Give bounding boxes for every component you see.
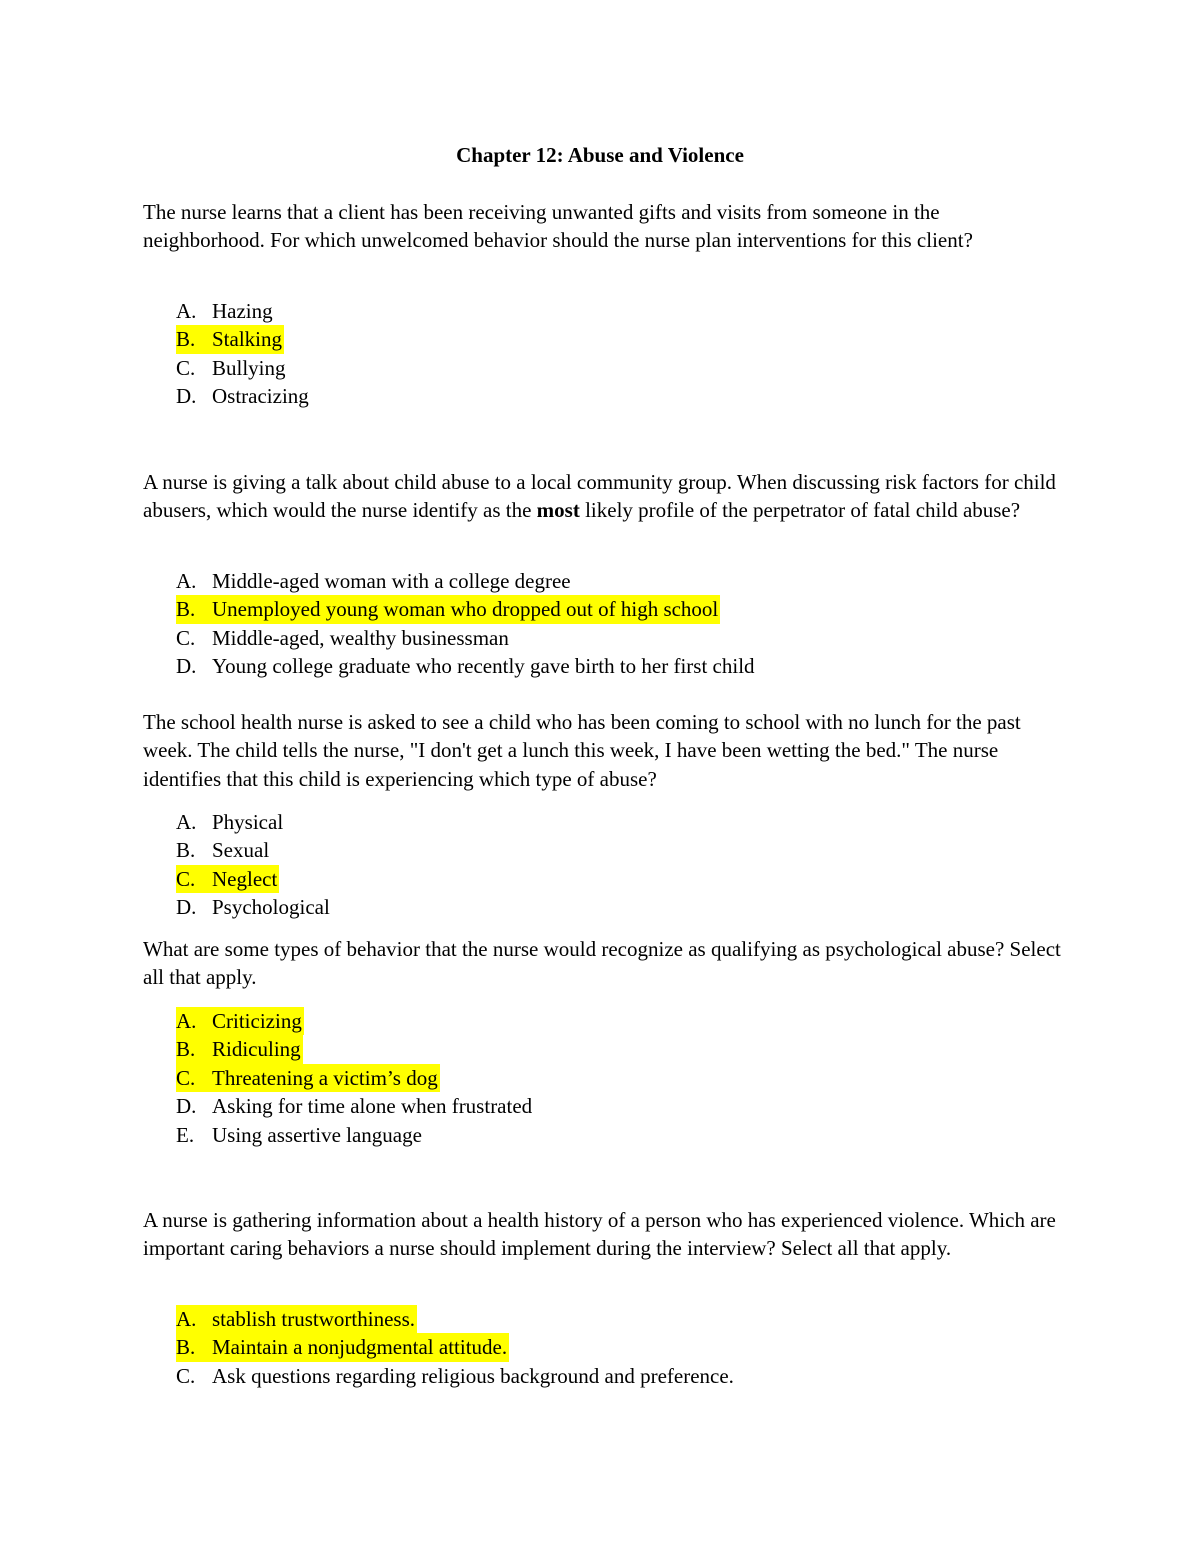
option-item-highlighted [176,1333,734,1361]
option-item [176,652,755,680]
question-stem-text: The school health nurse is asked to see a child who has been coming to school with no lunch for the past week. The child tells the nurse, "I don't get a lunch this week, I have been wetting the bed." The nurse identifies that this child is experiencing which type of abuse? [143,710,1021,791]
option-item-highlighted [176,595,755,623]
option-item [176,836,330,864]
option-text: stablish trustworthiness. [212,1307,415,1331]
question-5-options [176,1305,734,1390]
question-2-stem [143,468,1063,525]
question-1-options [176,297,309,411]
option-text: Criticizing [212,1009,302,1033]
option-letter: B. [176,597,196,622]
option-letter: C. [176,1065,196,1090]
option-item [176,1092,532,1120]
question-5-stem [143,1206,1063,1263]
option-letter: D. [176,654,197,679]
option-item [176,1362,734,1390]
option-letter: A. [176,1009,197,1033]
option-item-highlighted [176,1035,532,1063]
option-letter: A. [176,299,197,323]
option-item-highlighted [176,1064,532,1092]
option-letter: B. [176,1335,196,1360]
option-letter: E. [176,1122,195,1147]
option-item-highlighted [176,1007,532,1035]
option-text: Bullying [212,355,286,380]
option-letter: B. [176,1037,196,1062]
option-text: Physical [212,810,284,834]
option-text: Young college graduate who recently gave birth to her first child [212,654,755,679]
option-letter: C. [176,866,196,891]
question-3-options [176,808,330,922]
option-text: Ask questions regarding religious background and preference. [212,1363,734,1388]
question-4-options [176,1007,532,1149]
option-item [176,354,309,382]
option-text: Hazing [212,299,273,323]
question-stem-text: What are some types of behavior that the nurse would recognize as qualifying as psychological abuse? Select all that apply. [143,937,1061,990]
option-letter: B. [176,327,196,352]
option-text: Neglect [212,866,278,891]
option-text: Using assertive language [212,1122,422,1147]
option-item [176,297,309,325]
option-item [176,1121,532,1149]
question-stem-text: The nurse learns that a client has been receiving unwanted gifts and visits from someone in the neighborhood. For which unwelcomed behavior should the nurse plan interventions for this client? [143,200,973,253]
question-3-stem [143,708,1063,793]
page-title: Chapter 12: Abuse and Violence [456,143,744,167]
option-text: Psychological [212,895,330,920]
option-letter: A. [176,1307,197,1331]
option-letter: C. [176,625,196,650]
question-stem-text: A nurse is giving a talk about child abuse to a local community group. When discussing risk factors for child abusers, which would the nurse identify as the [143,470,1056,523]
option-letter: C. [176,1363,196,1388]
option-letter: A. [176,810,197,834]
option-letter: D. [176,1094,197,1119]
option-text: Middle-aged woman with a college degree [212,569,571,593]
option-text: Unemployed young woman who dropped out of high school [212,597,719,622]
option-letter: D. [176,895,197,920]
option-letter: C. [176,355,196,380]
question-stem-text: A nurse is gathering information about a health history of a person who has experienced violence. Which are important caring behaviors a nurse should implement during the interview? Select all that apply. [143,1208,1056,1261]
option-letter: A. [176,569,197,593]
emphasis-text: most [536,498,580,523]
option-item [176,567,755,595]
option-text: Maintain a nonjudgmental attitude. [212,1335,508,1360]
question-2-options [176,567,755,681]
option-text: Threatening a victim’s dog [212,1065,438,1090]
option-item [176,382,309,410]
option-item-highlighted [176,865,330,893]
option-item-highlighted [176,1305,734,1333]
option-text: Sexual [212,838,270,863]
option-item [176,808,330,836]
option-text: Middle-aged, wealthy businessman [212,625,509,650]
option-text: Asking for time alone when frustrated [212,1094,533,1119]
option-item [176,893,330,921]
option-letter: B. [176,838,196,863]
option-text: Stalking [212,327,283,352]
question-4-stem [143,935,1063,992]
option-letter: D. [176,384,197,409]
question-1-stem [143,198,1063,255]
option-text: Ridiculing [212,1037,301,1062]
option-item-highlighted [176,325,309,353]
option-text: Ostracizing [212,384,309,409]
question-stem-text: likely profile of the perpetrator of fatal child abuse? [579,498,1021,523]
option-item [176,624,755,652]
